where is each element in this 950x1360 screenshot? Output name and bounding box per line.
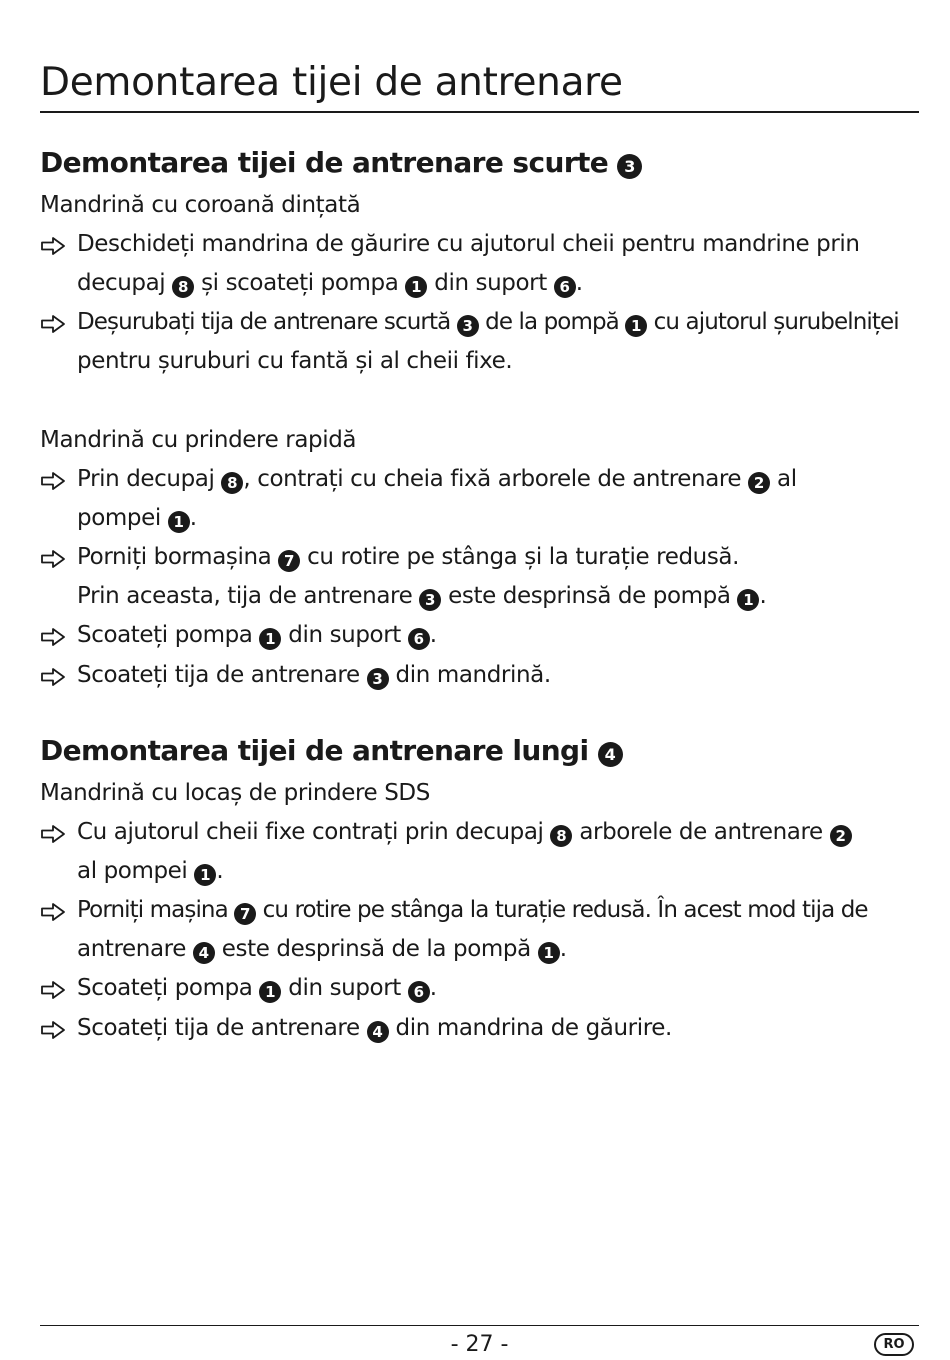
step-text-line — [77, 930, 919, 969]
reference-badge: 2 — [748, 472, 770, 494]
step-text: cu ajutorul șurubelniței — [647, 309, 899, 335]
hollow-right-arrow-icon — [40, 471, 66, 491]
hollow-right-arrow-icon — [40, 824, 66, 844]
step-text: pentru șuruburi cu fantă și al cheii fixe. — [77, 348, 513, 374]
step-text-line — [77, 499, 919, 538]
section-heading-long-rod: Demontarea tijei de antrenare lungi 4 — [40, 731, 623, 771]
reference-badge: 7 — [278, 550, 300, 572]
step-text-line — [77, 460, 919, 499]
step-text: arborele de antrenare — [572, 819, 830, 845]
reference-badge: 7 — [234, 903, 256, 925]
reference-badge: 3 — [457, 315, 479, 337]
hollow-right-arrow-icon — [40, 980, 66, 1000]
reference-badge: 1 — [259, 981, 281, 1003]
hollow-right-arrow-icon — [40, 549, 66, 569]
reference-badge: 1 — [259, 628, 281, 650]
footer-rule — [40, 1325, 919, 1326]
step-text: pompei — [77, 505, 168, 531]
step-text-line — [77, 616, 919, 655]
step-text: Cu ajutorul cheii fixe contrați prin decupaj — [77, 819, 551, 845]
step-text: , contrați cu cheia fixă arborele de antrenare — [243, 466, 749, 492]
step-text: . — [559, 936, 567, 962]
step-text: Prin aceasta, tija de antrenare — [77, 583, 420, 609]
reference-badge: 8 — [550, 825, 572, 847]
page-title: Demontarea tijei de antrenare — [40, 60, 623, 105]
step-text: Porniți mașina — [77, 897, 235, 923]
step-text: Scoateți pompa — [77, 622, 260, 648]
step-text-line — [77, 342, 919, 381]
step-text: Deșurubați tija de antrenare scurtă — [77, 309, 457, 335]
chuck-type-label: Mandrină cu locaș de prindere SDS — [40, 780, 430, 806]
reference-badge: 4 — [193, 942, 215, 964]
instruction-step — [40, 225, 919, 303]
reference-badge: 6 — [408, 628, 430, 650]
step-text: decupaj — [77, 270, 173, 296]
reference-badge: 3 — [419, 589, 441, 611]
instruction-step — [40, 969, 919, 1008]
language-badge: RO — [874, 1333, 914, 1356]
step-text-line — [77, 303, 919, 342]
step-text: antrenare — [77, 936, 193, 962]
reference-badge: 8 — [172, 276, 194, 298]
reference-badge: 1 — [737, 589, 759, 611]
reference-badge: 6 — [554, 276, 576, 298]
step-text: . — [429, 622, 437, 648]
instruction-step — [40, 460, 919, 538]
reference-badge: 1 — [625, 315, 647, 337]
step-text-line — [77, 813, 919, 852]
reference-badge: 8 — [221, 472, 243, 494]
hollow-right-arrow-icon — [40, 314, 66, 334]
step-text: . — [575, 270, 583, 296]
step-text: al — [770, 466, 797, 492]
instruction-step — [40, 891, 919, 969]
reference-badge: 4 — [367, 1021, 389, 1043]
step-text: . — [759, 583, 767, 609]
instruction-step — [40, 538, 919, 616]
step-text-line — [77, 577, 919, 616]
step-text: cu rotire pe stânga la turație redusă. În acest mod tija de — [256, 897, 868, 923]
reference-badge: 6 — [408, 981, 430, 1003]
reference-badge: 2 — [830, 825, 852, 847]
step-text-line — [77, 969, 919, 1008]
reference-badge: 1 — [168, 511, 190, 533]
step-text: . — [189, 505, 197, 531]
section-heading-short-rod: Demontarea tijei de antrenare scurte 3 — [40, 143, 642, 183]
step-text-line — [77, 538, 919, 577]
hollow-right-arrow-icon — [40, 667, 66, 687]
step-text: Porniți bormașina — [77, 544, 279, 570]
hollow-right-arrow-icon — [40, 1020, 66, 1040]
hollow-right-arrow-icon — [40, 902, 66, 922]
reference-badge: 1 — [194, 864, 216, 886]
instruction-step — [40, 303, 919, 381]
step-text: Scoateți pompa — [77, 975, 260, 1001]
step-text: din suport — [427, 270, 554, 296]
step-text: din suport — [281, 622, 408, 648]
manual-page — [40, 0, 919, 1360]
step-text-line — [77, 225, 919, 264]
step-text-line — [77, 852, 919, 891]
step-text: de la pompă — [478, 309, 626, 335]
step-text: Scoateți tija de antrenare — [77, 1015, 367, 1041]
hollow-right-arrow-icon — [40, 236, 66, 256]
step-text: Prin decupaj — [77, 466, 222, 492]
step-text: al pompei — [77, 858, 195, 884]
step-text-line — [77, 891, 919, 930]
step-text: din suport — [281, 975, 408, 1001]
chuck-type-label: Mandrină cu coroană dințată — [40, 192, 361, 218]
step-text: cu rotire pe stânga și la turație redusă. — [300, 544, 740, 570]
reference-badge: 4 — [598, 742, 623, 767]
step-text: din mandrină. — [388, 662, 551, 688]
step-text: este desprinsă de pompă — [441, 583, 738, 609]
step-text-line — [77, 656, 919, 695]
instruction-step — [40, 813, 919, 891]
step-text: și scoateți pompa — [194, 270, 406, 296]
hollow-right-arrow-icon — [40, 627, 66, 647]
reference-badge: 1 — [538, 942, 560, 964]
step-text: . — [429, 975, 437, 1001]
instruction-step — [40, 656, 919, 695]
step-text: din mandrina de găurire. — [388, 1015, 672, 1041]
reference-badge: 3 — [367, 668, 389, 690]
step-text: Scoateți tija de antrenare — [77, 662, 367, 688]
reference-badge: 1 — [405, 276, 427, 298]
step-text-line — [77, 264, 919, 303]
page-number: - 27 - — [450, 1332, 509, 1357]
step-text: Deschideți mandrina de găurire cu ajutorul cheii pentru mandrine prin — [77, 231, 860, 257]
title-rule — [40, 111, 919, 113]
instruction-step — [40, 1009, 919, 1048]
step-text: . — [216, 858, 224, 884]
instruction-step — [40, 616, 919, 655]
chuck-type-label: Mandrină cu prindere rapidă — [40, 427, 357, 453]
step-text: este desprinsă de la pompă — [214, 936, 538, 962]
reference-badge: 3 — [617, 154, 642, 179]
step-text-line — [77, 1009, 919, 1048]
